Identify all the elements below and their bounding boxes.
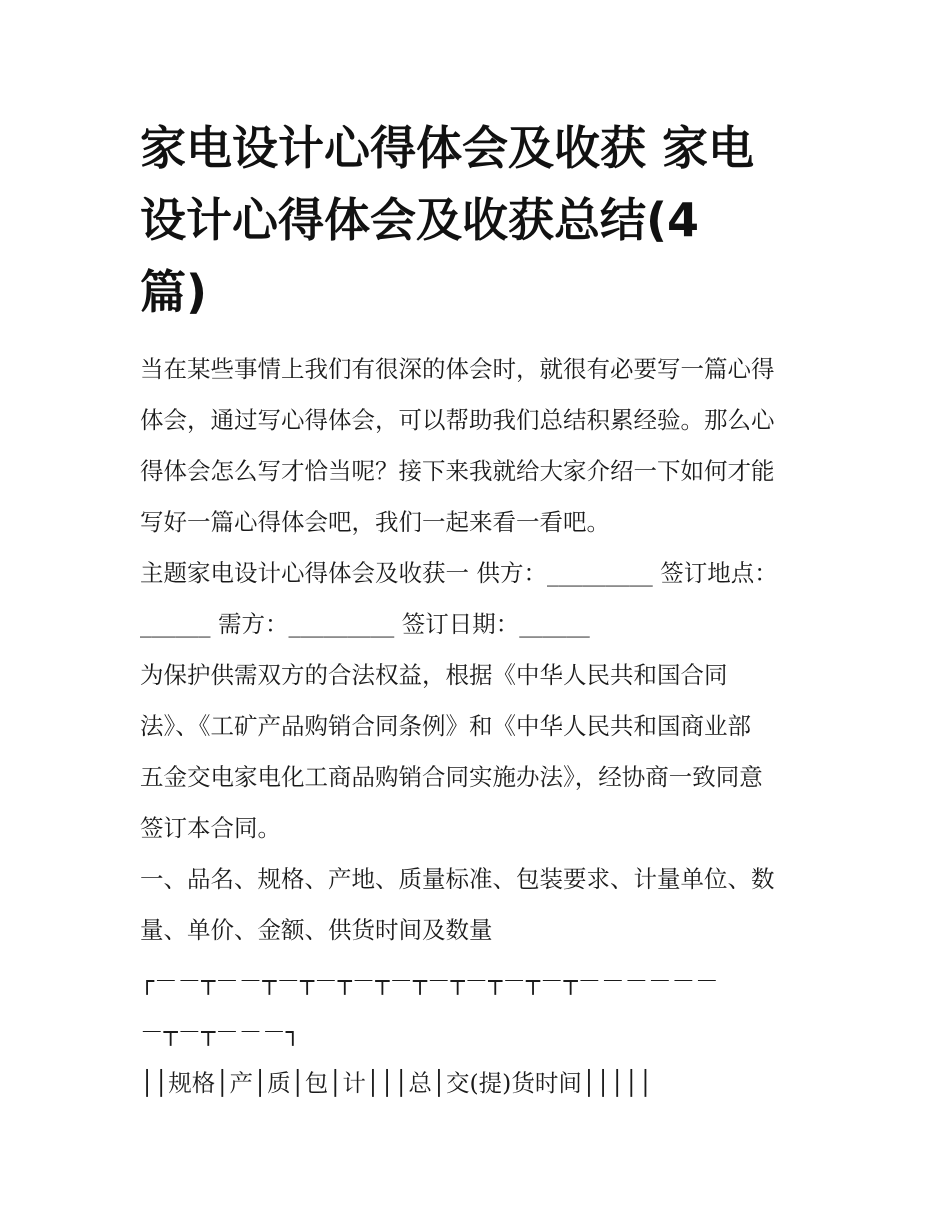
text-line: 法》、《工矿产品购销合同条例》和《中华人民共和国商业部 [140, 712, 751, 740]
table-border-line: ┌－－┬－－┬－┬－┬－┬－┬－┬－┬－┬－┬－－－－－－ [140, 967, 719, 995]
text-line: 五金交电家电化工商品购销合同实施办法》，经协商一致同意 [140, 763, 763, 791]
topic-paragraph [140, 548, 812, 650]
document-body [140, 344, 812, 1109]
preamble-paragraph [140, 650, 812, 854]
section-1-heading [140, 854, 812, 956]
title-line: 篇) [140, 265, 208, 319]
text-line: 得体会怎么写才恰当呢？接下来我就给大家介绍一下如何才能 [140, 457, 775, 485]
text-line: 当在某些事情上我们有很深的体会时，就很有必要写一篇心得 [140, 355, 775, 383]
table-header-row: ││规格│产│质│包│计│││总│交(提)货时间│││││ [140, 1069, 653, 1097]
document-page [140, 112, 812, 1109]
text-line: 主题家电设计心得体会及收获一 供方：_________ 签订地点： [140, 559, 778, 587]
text-line: 一、品名、规格、产地、质量标准、包装要求、计量单位、数 [140, 865, 775, 893]
text-table [140, 956, 812, 1109]
text-line: 为保护供需双方的合法权益，根据《中华人民共和国合同 [140, 661, 728, 689]
intro-paragraph [140, 344, 812, 548]
title-line: 家电设计心得体会及收获 家电 [140, 121, 755, 175]
text-line: 体会，通过写心得体会，可以帮助我们总结积累经验。那么心 [140, 406, 775, 434]
title-line: 设计心得体会及收获总结(4 [140, 193, 700, 247]
text-line: ______ 需方：_________ 签订日期：______ [140, 610, 590, 638]
text-line: 签订本合同。 [140, 814, 281, 842]
text-line: 写好一篇心得体会吧，我们一起来看一看吧。 [140, 508, 610, 536]
table-border-line: －┬－┬－－－┐ [140, 1018, 300, 1046]
document-title [140, 112, 812, 328]
text-line: 量、单价、金额、供货时间及数量 [140, 916, 493, 944]
